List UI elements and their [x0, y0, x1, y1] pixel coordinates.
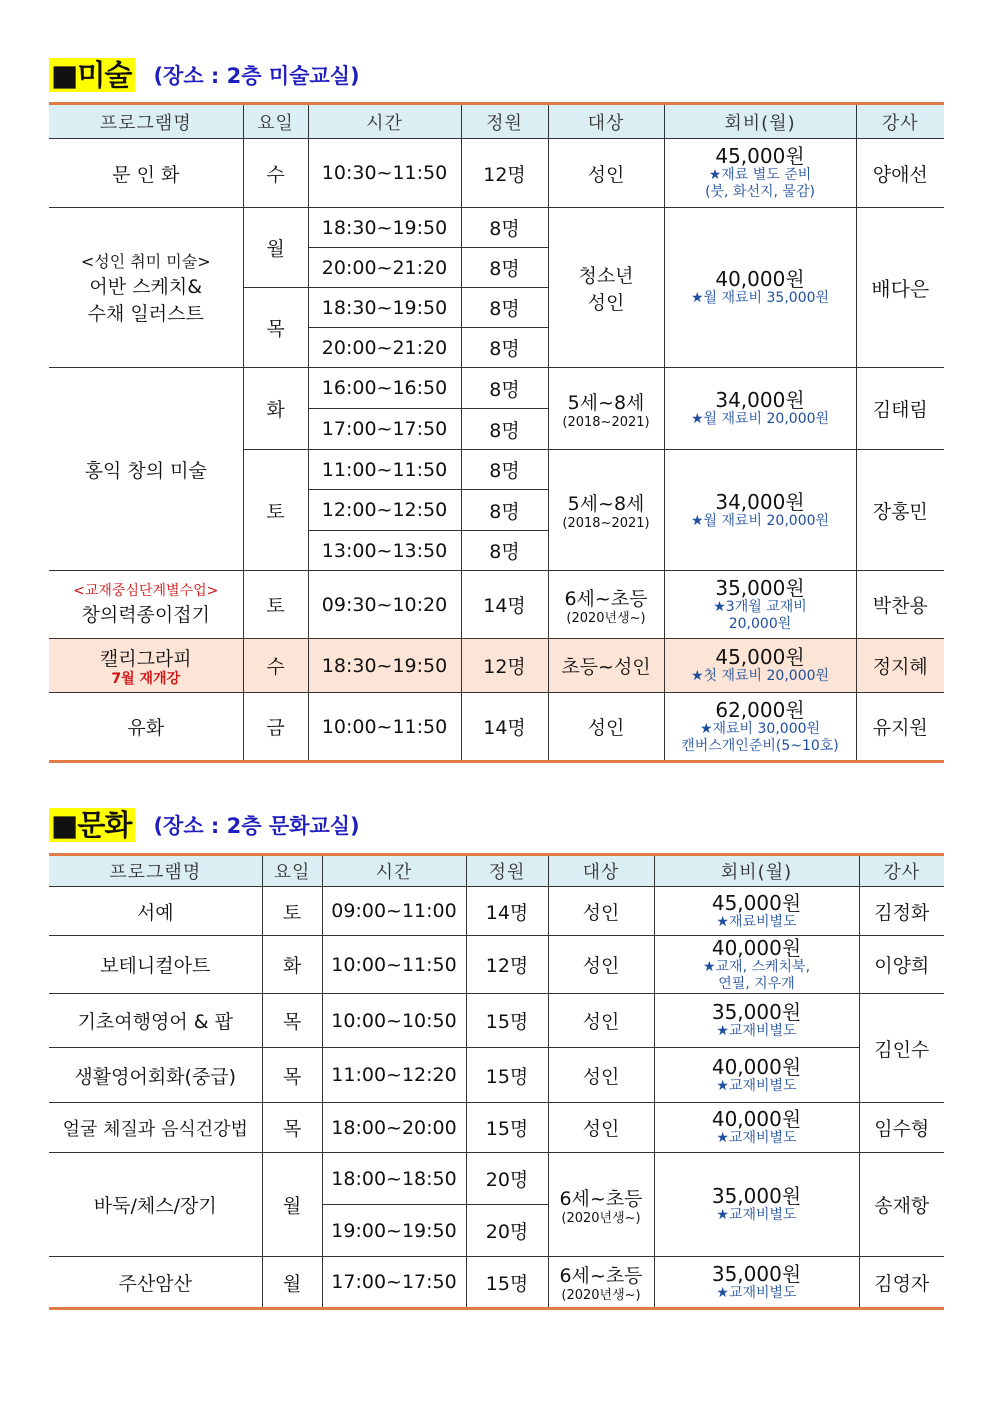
capacity: 8명 — [461, 208, 548, 248]
fee-note: ★월 재료비 35,000원 — [690, 290, 830, 306]
culture-section-title — [49, 808, 360, 842]
target: 성인 — [548, 1103, 654, 1153]
target — [548, 571, 664, 639]
capacity: 8명 — [461, 531, 548, 571]
teacher: 장홍민 — [856, 450, 944, 571]
capacity: 14명 — [466, 887, 548, 936]
program-name: 서예 — [49, 887, 262, 936]
target-sub: (2018~2021) — [562, 414, 650, 430]
table-row — [49, 139, 944, 208]
program-name: 기초여행영어 & 팝 — [49, 994, 262, 1048]
table-row — [49, 1048, 944, 1103]
target — [548, 208, 664, 368]
capacity: 12명 — [461, 639, 548, 693]
day: 수 — [243, 639, 308, 693]
program-tag: <성인 취미 미술> — [80, 252, 211, 271]
day: 목 — [243, 288, 308, 368]
capacity: 20명 — [466, 1205, 548, 1257]
teacher: 박찬용 — [856, 571, 944, 639]
fee-note: ★재료비 30,000원 — [699, 720, 821, 737]
header-program: 프로그램명 — [49, 104, 243, 139]
time: 17:00~17:50 — [308, 409, 461, 450]
fee-note: ★교재비별도 — [716, 1130, 797, 1146]
capacity: 15명 — [466, 1103, 548, 1153]
target-line: 5세~8세 — [567, 493, 645, 515]
fee-cell — [664, 208, 856, 368]
capacity: 8명 — [461, 368, 548, 409]
program-name: 문 인 화 — [49, 139, 243, 208]
target-sub: (2020년생~) — [566, 610, 646, 626]
art-location: (장소 : 2층 미술교실) — [153, 64, 360, 88]
table-row — [49, 1103, 944, 1153]
time: 09:30~10:20 — [308, 571, 461, 639]
capacity: 20명 — [466, 1153, 548, 1205]
time: 17:00~17:50 — [322, 1257, 466, 1309]
day: 금 — [243, 693, 308, 762]
header-target: 대상 — [548, 104, 664, 139]
program-tag: <교재중심단계별수업> — [73, 582, 219, 599]
target-sub: (2020년생~) — [561, 1288, 641, 1303]
table-row — [49, 693, 944, 762]
fee: 35,000원 — [715, 575, 805, 600]
art-section-title — [49, 58, 360, 92]
time: 12:00~12:50 — [308, 490, 461, 531]
target-line: 성인 — [587, 291, 625, 314]
day: 토 — [243, 571, 308, 639]
fee-note: ★재료 별도 준비 — [708, 167, 812, 183]
day: 월 — [262, 1153, 322, 1257]
fee: 45,000원 — [715, 645, 805, 669]
culture-location: (장소 : 2층 문화교실) — [153, 814, 360, 838]
header-teacher: 강사 — [859, 855, 944, 887]
program-name — [49, 639, 243, 693]
fee: 34,000원 — [715, 489, 805, 514]
time: 16:00~16:50 — [308, 368, 461, 409]
fee-cell — [654, 887, 859, 936]
fee-cell — [654, 936, 859, 994]
program-tag: 7월 재개강 — [111, 670, 181, 687]
time: 11:00~12:20 — [322, 1048, 466, 1103]
fee: 35,000원 — [711, 1000, 802, 1024]
day: 목 — [262, 1103, 322, 1153]
header-time: 시간 — [308, 104, 461, 139]
fee-note: ★월 재료비 20,000원 — [690, 411, 830, 427]
header-capacity: 정원 — [461, 104, 548, 139]
target: 성인 — [548, 936, 654, 994]
fee-cell — [654, 1103, 859, 1153]
fee-note: ★교재, 스케치북, — [702, 958, 811, 975]
fee: 40,000원 — [715, 267, 805, 291]
fee: 40,000원 — [711, 1054, 802, 1079]
day: 토 — [262, 887, 322, 936]
time: 13:00~13:50 — [308, 531, 461, 571]
target — [548, 1257, 654, 1309]
capacity: 8명 — [461, 248, 548, 288]
header-capacity: 정원 — [466, 855, 548, 887]
day: 목 — [262, 994, 322, 1048]
program-name: 얼굴 체질과 음식건강법 — [49, 1103, 262, 1153]
header-day: 요일 — [243, 104, 308, 139]
fee: 45,000원 — [715, 144, 805, 168]
target-line: 청소년 — [578, 264, 634, 287]
target-line: 6세~초등 — [559, 1187, 643, 1210]
day: 월 — [262, 1257, 322, 1309]
fee-note: ★교재비별도 — [716, 1077, 797, 1094]
teacher: 양애선 — [856, 139, 944, 208]
fee-note: ★교재비별도 — [716, 1284, 797, 1301]
fee: 35,000원 — [711, 1261, 802, 1286]
capacity: 15명 — [466, 1257, 548, 1309]
time: 09:00~11:00 — [322, 887, 466, 936]
time: 10:00~11:50 — [322, 936, 466, 994]
time: 11:00~11:50 — [308, 450, 461, 490]
fee-note: ★재료비별도 — [716, 913, 797, 930]
teacher: 이양희 — [859, 936, 944, 994]
fee-note: 20,000원 — [728, 615, 792, 632]
program-name: 유화 — [49, 693, 243, 762]
table-header-row — [49, 104, 944, 139]
time: 18:30~19:50 — [308, 288, 461, 328]
program-name-line: 캘리그라피 — [99, 647, 192, 670]
program-name-line: 수채 일러스트 — [87, 303, 204, 325]
fee: 35,000원 — [711, 1184, 802, 1208]
fee-note: 캔버스개인준비(5~10호) — [681, 737, 839, 754]
teacher: 유지원 — [856, 693, 944, 762]
capacity: 12명 — [466, 936, 548, 994]
target: 성인 — [548, 1048, 654, 1103]
time: 10:00~11:50 — [308, 693, 461, 762]
target-line: 6세~초등 — [564, 587, 648, 610]
time: 20:00~21:20 — [308, 328, 461, 368]
header-day: 요일 — [262, 855, 322, 887]
capacity: 15명 — [466, 994, 548, 1048]
teacher: 정지혜 — [856, 639, 944, 693]
fee: 34,000원 — [715, 388, 805, 412]
table-row — [49, 1257, 944, 1309]
fee: 62,000원 — [715, 697, 805, 722]
fee-cell — [664, 450, 856, 571]
table-row — [49, 368, 944, 409]
capacity: 12명 — [461, 139, 548, 208]
fee-cell — [664, 571, 856, 639]
target-line: 6세~초등 — [559, 1265, 643, 1287]
time: 20:00~21:20 — [308, 248, 461, 288]
fee-note: (붓, 화선지, 물감) — [705, 184, 815, 200]
capacity: 14명 — [461, 693, 548, 762]
capacity: 8명 — [461, 409, 548, 450]
header-time: 시간 — [322, 855, 466, 887]
day: 토 — [243, 450, 308, 571]
teacher: 송재항 — [859, 1153, 944, 1257]
fee-note: ★월 재료비 20,000원 — [690, 512, 830, 529]
program-name-line: 어반 스케치& — [89, 276, 203, 298]
time: 10:30~11:50 — [308, 139, 461, 208]
fee-note: ★첫 재료비 20,000원 — [690, 668, 830, 684]
capacity: 8명 — [461, 450, 548, 490]
program-name — [49, 571, 243, 639]
teacher: 배다은 — [856, 208, 944, 368]
fee-cell — [654, 1048, 859, 1103]
fee-cell — [654, 994, 859, 1048]
target: 성인 — [548, 887, 654, 936]
fee: 40,000원 — [711, 1107, 802, 1131]
header-target: 대상 — [548, 855, 654, 887]
program-name — [49, 208, 243, 368]
art-table — [49, 102, 944, 763]
fee-note: ★교재비별도 — [716, 1207, 797, 1223]
target: 성인 — [548, 693, 664, 762]
program-name: 생활영어회화(중급) — [49, 1048, 262, 1103]
program-name: 보테니컬아트 — [49, 936, 262, 994]
culture-table — [49, 853, 944, 1310]
fee: 45,000원 — [711, 890, 802, 915]
time: 10:00~10:50 — [322, 994, 466, 1048]
day: 수 — [243, 139, 308, 208]
fee: 40,000원 — [711, 935, 802, 960]
teacher: 임수형 — [859, 1103, 944, 1153]
day: 화 — [243, 368, 308, 450]
header-fee: 회비(월) — [664, 104, 856, 139]
capacity: 8명 — [461, 288, 548, 328]
fee-cell — [654, 1257, 859, 1309]
target-sub: (2020년생~) — [561, 1210, 641, 1226]
teacher: 김영자 — [859, 1257, 944, 1309]
program-name: 홍익 창의 미술 — [49, 368, 243, 571]
day: 월 — [243, 208, 308, 288]
capacity: 14명 — [461, 571, 548, 639]
target-sub: (2018~2021) — [562, 516, 650, 531]
capacity: 15명 — [466, 1048, 548, 1103]
table-row — [49, 1153, 944, 1205]
day: 화 — [262, 936, 322, 994]
header-teacher: 강사 — [856, 104, 944, 139]
target: 성인 — [548, 994, 654, 1048]
target — [548, 1153, 654, 1257]
target: 성인 — [548, 139, 664, 208]
fee-cell — [664, 139, 856, 208]
table-row — [49, 571, 944, 639]
target — [548, 368, 664, 450]
time: 18:30~19:50 — [308, 639, 461, 693]
header-fee: 회비(월) — [654, 855, 859, 887]
day: 목 — [262, 1048, 322, 1103]
fee-cell — [664, 639, 856, 693]
program-name: 바둑/체스/장기 — [49, 1153, 262, 1257]
fee-note: ★3개월 교재비 — [713, 598, 807, 615]
time: 18:00~20:00 — [322, 1103, 466, 1153]
program-name-line: 창의력종이접기 — [81, 603, 210, 626]
table-header-row — [49, 855, 944, 887]
target — [548, 450, 664, 571]
teacher: 김태림 — [856, 368, 944, 450]
time: 19:00~19:50 — [322, 1205, 466, 1257]
time: 18:30~19:50 — [308, 208, 461, 248]
fee-cell — [654, 1153, 859, 1257]
table-row — [49, 887, 944, 936]
fee-cell — [664, 693, 856, 762]
fee-note: ★교재비별도 — [716, 1023, 797, 1039]
fee-note: 연필, 지우개 — [718, 975, 795, 992]
teacher: 김정화 — [859, 887, 944, 936]
table-row — [49, 639, 944, 693]
table-row — [49, 208, 944, 248]
teacher: 김인수 — [859, 994, 944, 1103]
culture-title: ■문화 — [49, 808, 135, 842]
capacity: 8명 — [461, 328, 548, 368]
header-program: 프로그램명 — [49, 855, 262, 887]
target: 초등~성인 — [548, 639, 664, 693]
art-title: ■미술 — [49, 58, 135, 92]
capacity: 8명 — [461, 490, 548, 531]
fee-cell — [664, 368, 856, 450]
table-row — [49, 936, 944, 994]
table-row — [49, 994, 944, 1048]
target-line: 5세~8세 — [567, 391, 645, 414]
time: 18:00~18:50 — [322, 1153, 466, 1205]
program-name: 주산암산 — [49, 1257, 262, 1309]
